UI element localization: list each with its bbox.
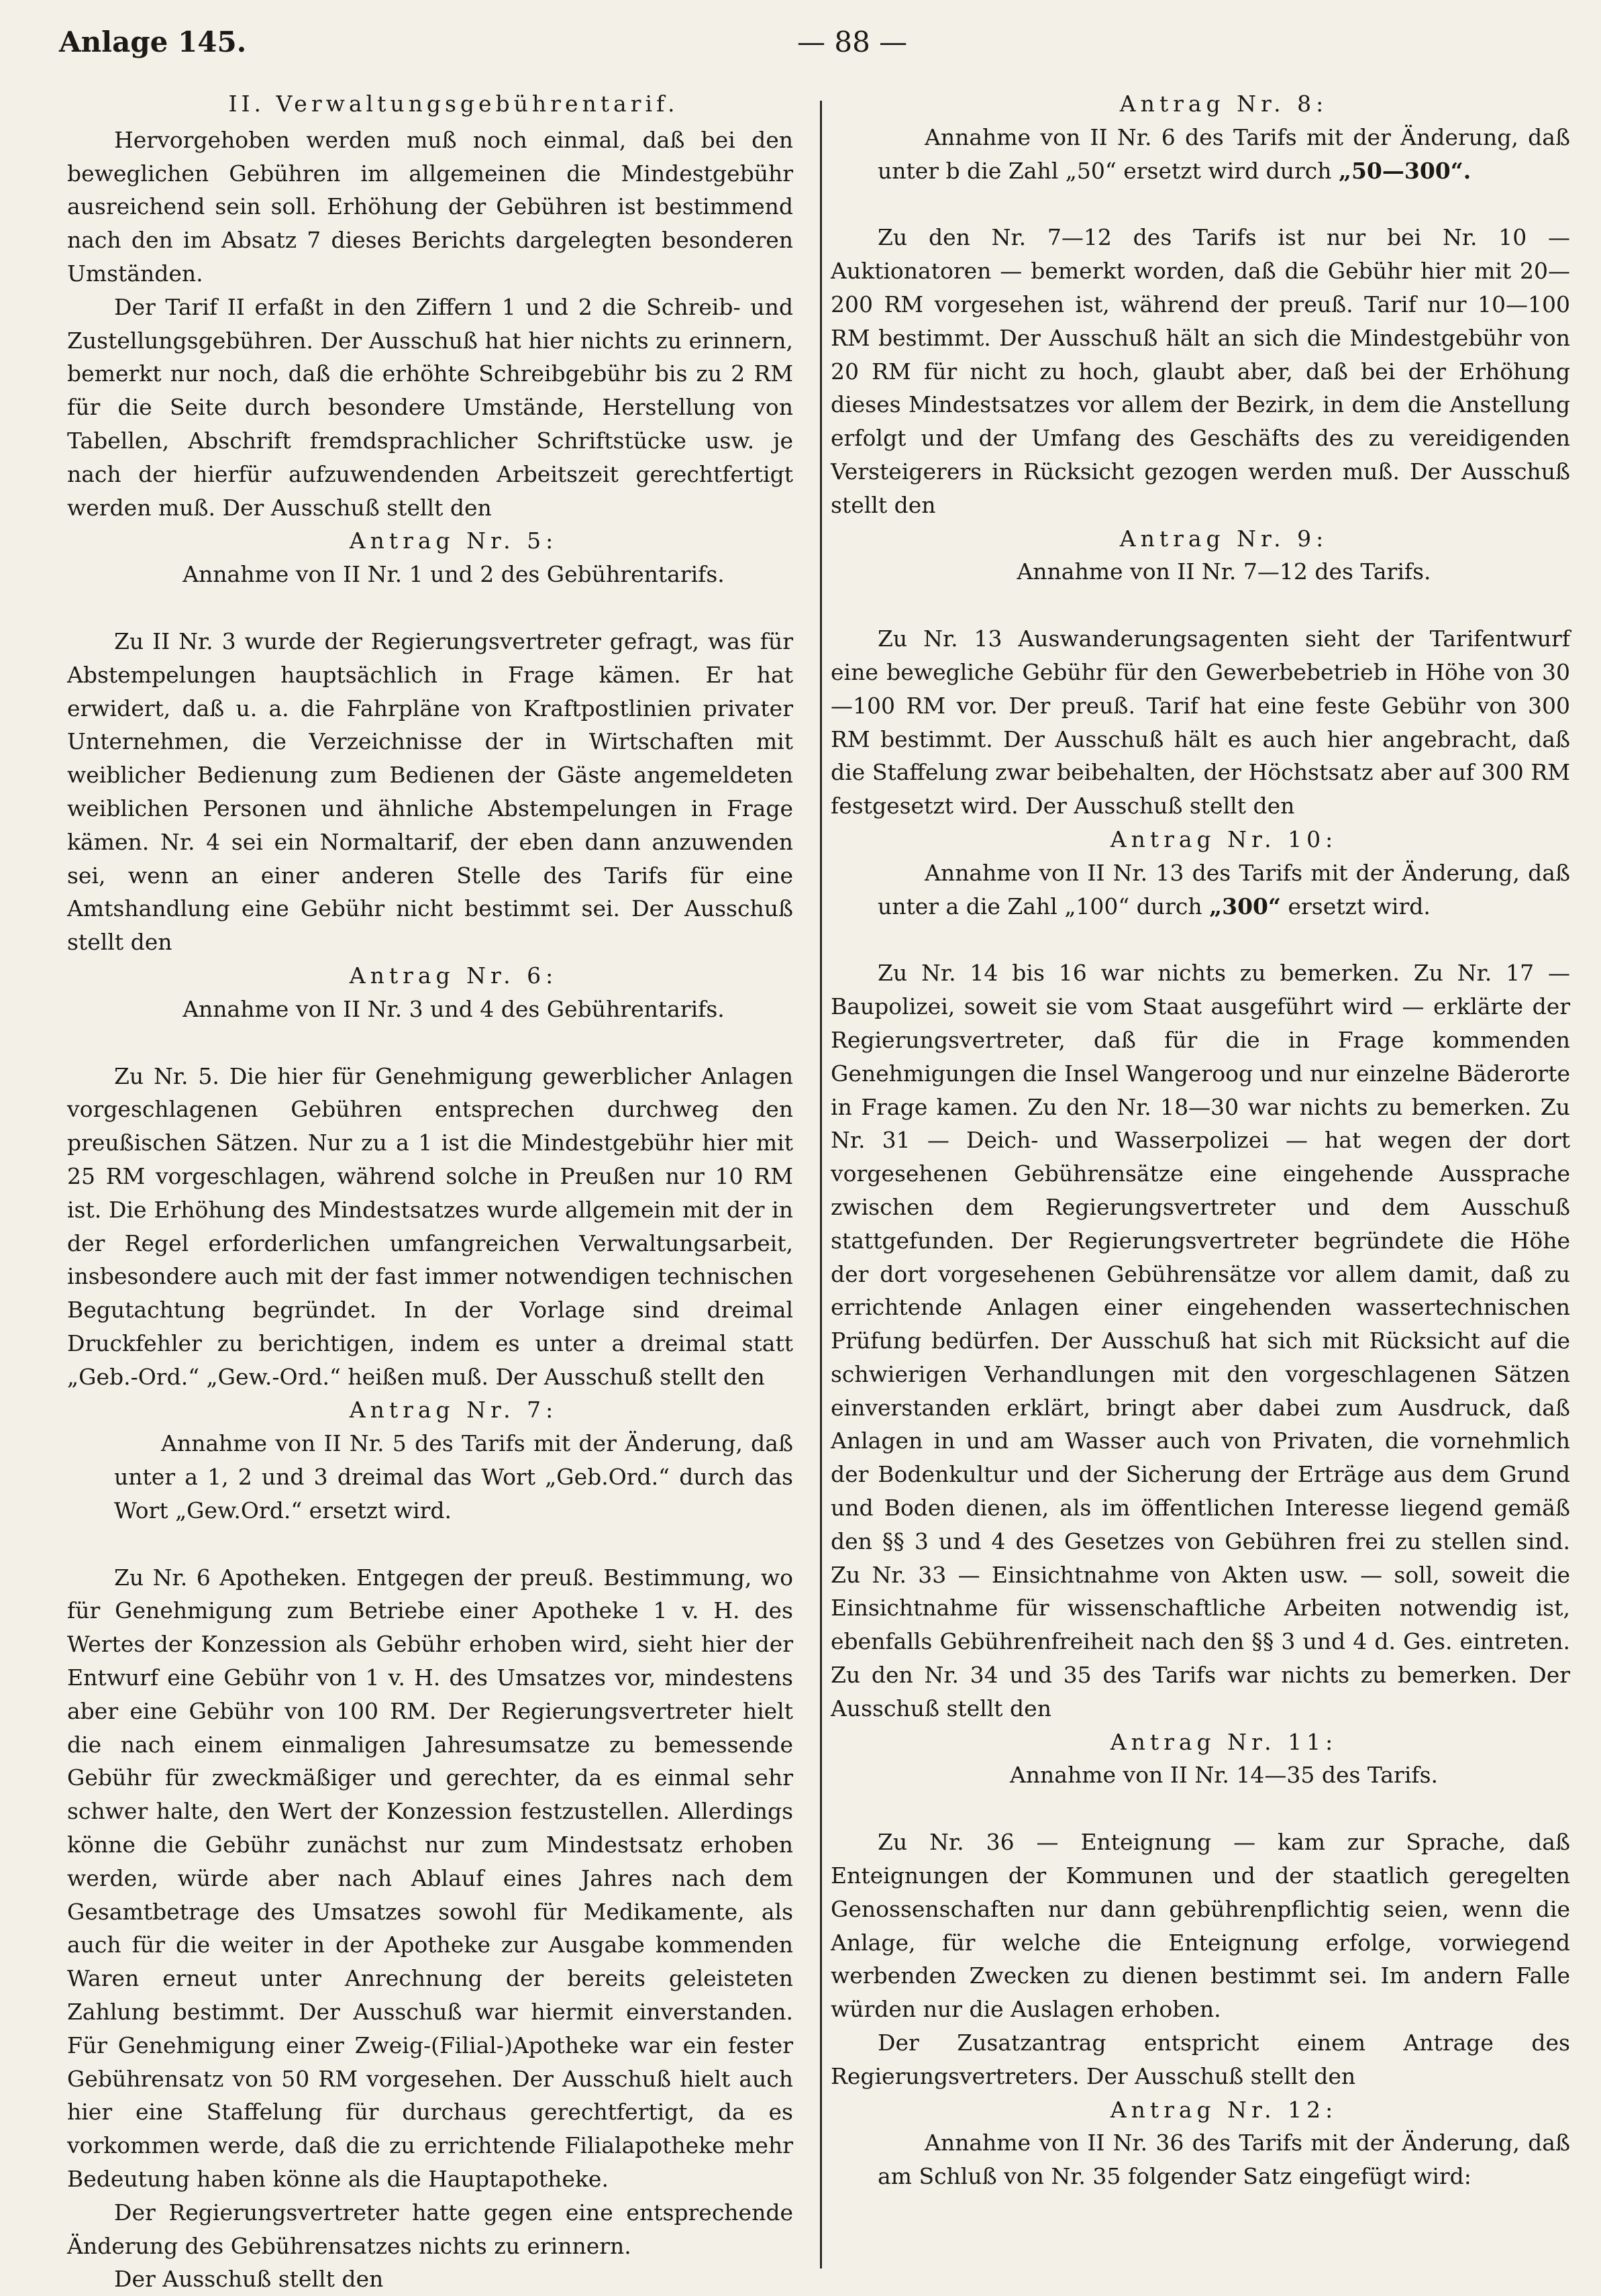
motion-text: Annahme von II Nr. 5 des Tarifs mit der Änderung, daß unter a 1, 2 und 3 dreimal das Wort „Geb.Ord.“ durch das Wort „Gew.Ord.“ ersetzt wird.: [114, 1430, 793, 1524]
paragraph: Zu Nr. 5. Die hier für Genehmigung gewerblicher Anlagen vorgeschlagenen Gebühren entsprechen durchweg den preußischen Sätzen. Nur zu a 1 ist die Mindestgebühr hier mit 25 RM vorgeschlagen, während solche in Preußen nur 10 RM ist. Die Erhöhung des Mindestsatzes wurde allgemein mit der in der Regel erforderlichen umfangreichen Verwaltungsarbeit, insbesondere auch mit der fast immer notwendigen technischen Begutachtung begründet. In der Vorlage sind dreimal Druckfehler zu berichtigen, indem es unter a dreimal statt „Geb.-Ord.“ „Gew.-Ord.“ heißen muß. Der Ausschuß stellt den: [67, 1062, 793, 1390]
column-divider: [820, 101, 822, 2268]
motion-title: Antrag Nr. 10:: [1110, 826, 1338, 852]
motion-text: [831, 121, 1570, 188]
motion-text: Annahme von II Nr. 36 des Tarifs mit der Änderung, daß am Schluß von Nr. 35 folgender Satz eingefügt wird:: [878, 2130, 1570, 2190]
motion-text-emphasis: „300“: [1209, 893, 1282, 919]
paragraph: Hervorgehoben werden muß noch einmal, daß bei den beweglichen Gebühren im allgemeinen die Mindestgebühr ausreichend sein soll. Erhöhung der Gebühren ist bestimmend nach den im Absatz 7 dieses Berichts dargelegten besonderen Umständen.: [67, 126, 793, 287]
motion-title: Antrag Nr. 7:: [349, 1397, 558, 1424]
section-heading: II. Verwaltungsgebührentarif.: [228, 91, 679, 117]
motion-text: Annahme von II Nr. 3 und 4 des Gebührentarifs.: [183, 995, 725, 1022]
motion-text-part: ersetzt wird.: [1281, 893, 1431, 919]
motion-title: Antrag Nr. 6:: [349, 962, 558, 989]
motion-title: Antrag Nr. 11:: [1110, 1728, 1338, 1755]
motion-text-emphasis: „50—300“.: [1338, 157, 1471, 184]
motion-title: Antrag Nr. 5:: [349, 528, 558, 554]
paragraph: Zu Nr. 6 Apotheken. Entgegen der preuß. Bestimmung, wo für Genehmigung zum Betriebe einer Apotheke 1 v. H. des Wertes der Konzession als Gebühr erhoben wird, sieht hier der Entwurf eine Gebühr von 1 v. H. des Umsatzes vor, mindestens aber eine Gebühr von 100 RM. Der Regierungsvertreter hielt die nach einem einmaligen Jahresumsatze zu bemessende Gebühr für zweckmäßiger und gerechter, da es einmal sehr schwer halte, den Wert der Konzession festzustellen. Allerdings könne die Gebühr zunächst nur zum Mindestsatz erhoben werden, würde aber nach Ablauf eines Jahres nach dem Gesamtbetrage des Umsatzes sowohl für Medikamente, als auch für die weiter in der Apotheke zur Ausgabe kommenden Waren erneut unter Anrechnung der bereits geleisteten Zahlung bestimmt. Der Ausschuß war hiermit einverstanden. Für Genehmigung einer Zweig-(Filial-)Apotheke war ein fester Gebührensatz von 50 RM vorgesehen. Der Ausschuß hielt auch hier eine Staffelung für durchaus gerechtfertigt, da es vorkommen werde, daß die zu errichtende Filialapotheke mehr Bedeutung haben könne als die Hauptapotheke.: [67, 1564, 793, 2193]
motion-text: Annahme von II Nr. 1 und 2 des Gebührentarifs.: [183, 561, 725, 588]
paragraph: Der Zusatzantrag entspricht einem Antrage des Regierungsvertreters. Der Ausschuß stellt den: [831, 2030, 1570, 2089]
motion-text: [831, 856, 1570, 924]
paragraph: Zu Nr. 36 — Enteignung — kam zur Sprache, daß Enteignungen der Kommunen und der staatlich geregelten Genossenschaften nur dann gebührenpflichtig seien, wenn die Anlage, für welche die Enteignung erfolge, vorwiegend werbenden Zwecken zu dienen bestimmt sei. Im andern Falle würden nur die Auslagen erhoben.: [831, 1829, 1570, 2023]
paragraph: Der Tarif II erfaßt in den Ziffern 1 und 2 die Schreib- und Zustellungsgebühren. Der Ausschuß hat hier nichts zu erinnern, bemerkt nur noch, daß die erhöhte Schreibgebühr bis zu 2 RM für die Seite durch besondere Umstände, Herstellung von Tabellen, Abschrift fremdsprachlicher Schriftstücke usw. je nach der hierfür aufzuwendenden Arbeitszeit gerechtfertigt werden muß. Der Ausschuß stellt den: [67, 293, 793, 521]
annex-label: Anlage 145.: [59, 26, 247, 58]
paragraph: Zu II Nr. 3 wurde der Regierungsvertreter gefragt, was für Abstempelungen hauptsächlich in Frage kämen. Er hat erwidert, daß u. a. die Fahrpläne von Kraftpostlinien privater Unternehmen, die Verzeichnisse der in Wirtschaften mit weiblicher Bedienung zum Bedienen der Gäste angemeldeten weiblichen Personen und ähnliche Abstempelungen in Frage kämen. Nr. 4 sei ein Normaltarif, der eben dann anzuwenden sei, wenn an einer anderen Stelle des Tarifs für eine Amtshandlung eine Gebühr nicht bestimmt sei. Der Ausschuß stellt den: [67, 628, 793, 956]
right-column: [831, 87, 1570, 2193]
page-number: — 88 —: [797, 26, 908, 58]
paragraph: Der Regierungsvertreter hatte gegen eine entsprechende Änderung des Gebührensatzes nichts zu erinnern.: [67, 2199, 793, 2259]
motion-title: Antrag Nr. 12:: [1110, 2096, 1338, 2123]
motion-text-part: Annahme von II Nr. 6 des Tarifs mit der Änderung, daß unter b die Zahl „50“ ersetzt wird durch: [878, 123, 1570, 184]
motion-title: Antrag Nr. 9:: [1119, 525, 1329, 552]
page-header: [59, 20, 1542, 67]
paragraph: Der Ausschuß stellt den: [114, 2266, 384, 2293]
motion-title: Antrag Nr. 8:: [1119, 91, 1329, 117]
motion-text: Annahme von II Nr. 14—35 des Tarifs.: [1009, 1762, 1439, 1789]
motion-text: Annahme von II Nr. 7—12 des Tarifs.: [1017, 558, 1431, 585]
paragraph: Zu Nr. 14 bis 16 war nichts zu bemerken. Zu Nr. 17 — Baupolizei, soweit sie vom Staat ausgeführt wird — erklärte der Regierungsvertreter, daß für die in Frage kommenden Genehmigungen die Insel Wangeroog und nur einzelne Bäderorte in Frage kamen. Zu den Nr. 18—30 war nichts zu bemerken. Zu Nr. 31 — Deich- und Wasserpolizei — hat wegen der dort vorgesehenen Gebührensätze eine eingehende Aussprache zwischen dem Regierungsvertreter und dem Ausschuß stattgefunden. Der Regierungsvertreter begründete die Höhe der dort vorgesehenen Gebührensätze vor allem damit, daß zu errichtende Anlagen einer eingehenden wassertechnischen Prüfung bedürfen. Der Ausschuß hat sich mit Rücksicht auf die schwierigen Verhandlungen mit den vorgeschlagenen Sätzen einverstanden erklärt, bringt aber dabei zum Ausdruck, daß Anlagen in und am Wasser auch von Privaten, die vornehmlich der Bodenkultur und der Sicherung der Erträge aus dem Grund und Boden dienen, als im öffentlichen Interesse liegend gemäß den §§ 3 und 4 des Gesetzes von Gebühren frei zu stellen sind. Zu Nr. 33 — Einsichtnahme von Akten usw. — soll, soweit die Einsichtnahme für wissenschaftliche Arbeiten notwendig ist, ebenfalls Gebührenfreiheit nach den §§ 3 und 4 d. Ges. eintreten. Zu den Nr. 34 und 35 des Tarifs war nichts zu bemerken. Der Ausschuß stellt den: [831, 960, 1570, 1721]
paragraph: Zu den Nr. 7—12 des Tarifs ist nur bei Nr. 10 — Auktionatoren — bemerkt worden, daß die Gebühr hier mit 20—200 RM vorgesehen ist, während der preuß. Tarif nur 10—100 RM bestimmt. Der Ausschuß hält an sich die Mindestgebühr von 20 RM für nicht zu hoch, glaubt aber, daß bei der Erhöhung dieses Mindestsatzes vor allem der Bezirk, in dem die Anstellung erfolgt und der Umfang des Geschäfts des zu vereidigenden Versteigerers in Rücksicht gezogen werden muß. Der Ausschuß stellt den: [831, 224, 1570, 518]
paragraph: Zu Nr. 13 Auswanderungsagenten sieht der Tarifentwurf eine bewegliche Gebühr für den Gewerbebetrieb in Höhe von 30—100 RM vor. Der preuß. Tarif hat eine feste Gebühr von 300 RM bestimmt. Der Ausschuß hält es auch hier angebracht, daß die Staffelung zwar beibehalten, der Höchstsatz aber auf 300 RM festgesetzt wird. Der Ausschuß stellt den: [831, 626, 1570, 819]
left-column: [67, 87, 793, 2296]
motion-text-part: Annahme von II Nr. 13 des Tarifs mit der Änderung, daß unter a die Zahl „100“ durch: [878, 859, 1570, 919]
